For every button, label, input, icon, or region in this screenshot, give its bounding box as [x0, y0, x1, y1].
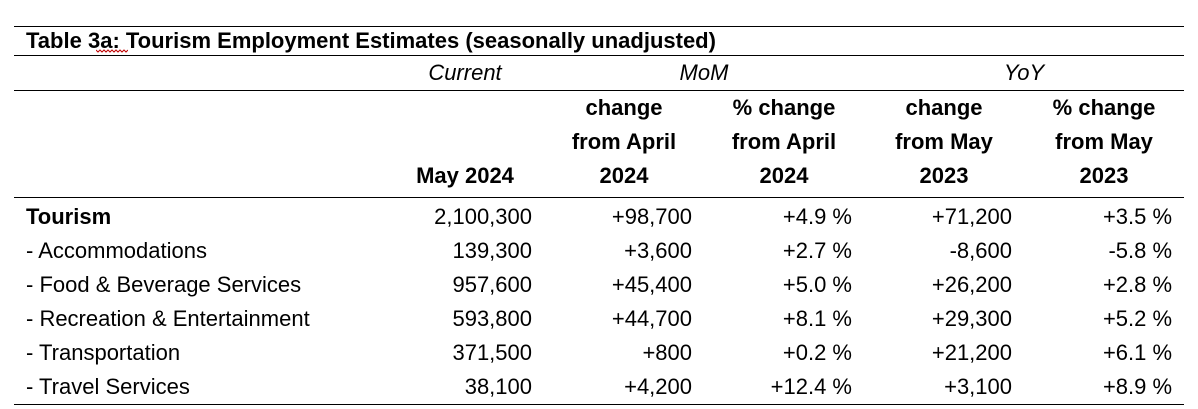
cell-yoy-change: +26,200	[931, 272, 1012, 297]
cell-yoy-pct: +3.5 %	[1102, 204, 1173, 229]
group-header-row	[14, 56, 1184, 91]
sub-header-line: 2023	[919, 163, 969, 188]
cell-mom-pct: +5.0 %	[782, 272, 852, 297]
title-row	[14, 27, 1184, 56]
cell-mom-change: +800	[642, 340, 692, 365]
sub-header-line: 2024	[599, 163, 649, 188]
sub-header-yoy-pct	[1024, 91, 1184, 198]
cell-mom-change: +4,200	[544, 370, 704, 405]
group-header-yoy: YoY	[864, 56, 1184, 91]
title-prefix: Table	[26, 28, 88, 53]
sub-header-line: 2024	[759, 163, 809, 188]
sub-header-line: from May	[895, 129, 993, 154]
row-label: - Travel Services	[14, 370, 386, 405]
table-row	[14, 302, 1184, 336]
table-row	[14, 268, 1184, 302]
cell-current: 593,800	[452, 306, 532, 331]
table-title	[14, 27, 1184, 56]
cell-yoy-pct: +6.1 %	[1102, 340, 1173, 365]
cell-mom-pct: +12.4 %	[704, 370, 864, 405]
cell-current: 957,600	[452, 272, 532, 297]
row-label: - Recreation & Entertainment	[26, 306, 310, 331]
sub-header-line: from May	[1055, 129, 1153, 154]
table-row	[14, 370, 1184, 405]
sub-header-line: % change	[732, 95, 836, 120]
cell-current: 139,300	[452, 238, 532, 263]
row-label: - Food & Beverage Services	[26, 272, 302, 297]
cell-mom-change: +44,700	[611, 306, 692, 331]
title-suffix: : Tourism Employment Estimates (seasonally unadjusted)	[112, 28, 716, 53]
cell-yoy-change: -8,600	[949, 238, 1012, 263]
sub-header-line: 2023	[1079, 163, 1129, 188]
employment-table	[14, 26, 1184, 405]
cell-yoy-change: +21,200	[931, 340, 1012, 365]
cell-yoy-pct: +5.2 %	[1102, 306, 1173, 331]
sub-header-row	[14, 91, 1184, 198]
cell-mom-pct: +4.9 %	[782, 204, 852, 229]
cell-yoy-change: +29,300	[931, 306, 1012, 331]
sub-header-current: May 2024	[386, 91, 544, 198]
table-row	[14, 336, 1184, 370]
row-label: Tourism	[26, 204, 112, 229]
sub-header-line: % change	[1052, 95, 1156, 120]
cell-current: 38,100	[386, 370, 544, 405]
cell-yoy-pct: +8.9 %	[1024, 370, 1184, 405]
cell-yoy-change: +3,100	[864, 370, 1024, 405]
sub-header-line: from April	[731, 129, 837, 154]
cell-current: 371,500	[452, 340, 532, 365]
sub-header-mom-pct	[704, 91, 864, 198]
cell-mom-change: +3,600	[624, 238, 692, 263]
cell-mom-pct: +2.7 %	[782, 238, 852, 263]
cell-mom-pct: +8.1 %	[782, 306, 852, 331]
group-header-mom: MoM	[544, 56, 864, 91]
cell-yoy-pct: +2.8 %	[1102, 272, 1173, 297]
sub-header-line: change	[905, 95, 983, 120]
cell-mom-change: +45,400	[611, 272, 692, 297]
cell-yoy-pct: -5.8 %	[1108, 238, 1173, 263]
sub-header-line: from April	[571, 129, 677, 154]
cell-mom-change: +98,700	[611, 204, 692, 229]
group-header-empty	[14, 56, 386, 91]
table-container	[14, 26, 1184, 405]
cell-yoy-change: +71,200	[931, 204, 1012, 229]
row-label: - Transportation	[26, 340, 181, 365]
table-row	[14, 234, 1184, 268]
row-label: - Accommodations	[26, 238, 207, 263]
title-number: 3a	[87, 28, 113, 53]
sub-header-empty	[14, 91, 386, 198]
sub-header-yoy-change	[864, 91, 1024, 198]
table-row	[14, 198, 1184, 235]
spellcheck-squiggle-icon	[96, 47, 128, 53]
cell-mom-pct: +0.2 %	[782, 340, 852, 365]
sub-header-mom-change	[544, 91, 704, 198]
cell-current: 2,100,300	[434, 204, 532, 229]
group-header-current: Current	[386, 56, 544, 91]
sub-header-line: change	[585, 95, 663, 120]
